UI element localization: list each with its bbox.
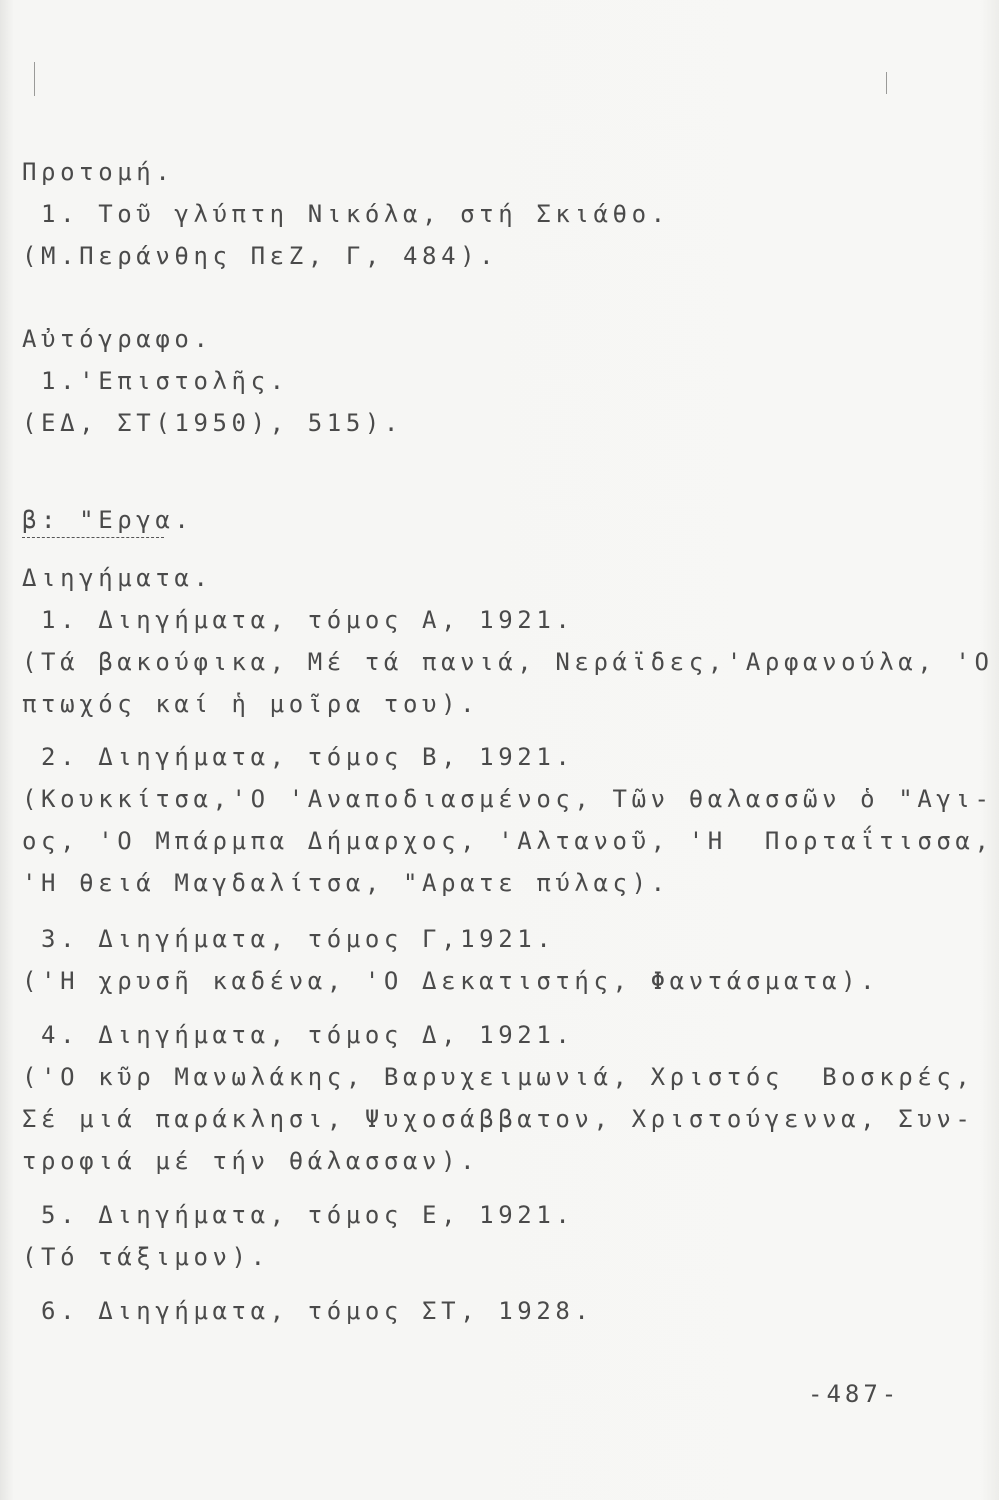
autografo-entry: 1.'Επιστολῆς. xyxy=(22,367,289,395)
volume-5-contents: (Τό τάξιμον). xyxy=(22,1243,270,1271)
heading-autografo: Αὐτόγραφο. xyxy=(22,325,213,353)
volume-4-contents-line-1: ('Ο κῦρ Μανωλάκης, Βαρυχειμωνιά, Χριστός Βοσκρές, xyxy=(22,1063,975,1091)
heading-diigimata: Διηγήματα. xyxy=(22,564,213,592)
volume-4-entry: 4. Διηγήματα, τόμος Δ, 1921. xyxy=(22,1021,575,1049)
scan-mark-right xyxy=(886,72,887,94)
volume-4-contents-line-2: Σέ μιά παράκλησι, Ψυχοσάββατον, Χριστούγεννα, Συν- xyxy=(22,1105,975,1133)
page-number: -487- xyxy=(808,1380,901,1408)
volume-2-contents-line-2: ος, 'Ο Μπάρμπα Δήμαρχος, 'Αλτανοῦ, 'Η Πορταΐτισσα, xyxy=(22,827,994,855)
volume-2-contents-line-1: (Κουκκίτσα,'Ο 'Αναποδιασμένος, Τῶν θαλασσῶν ὁ "Αγι- xyxy=(22,785,994,813)
volume-2-contents-line-3: 'Η θειά Μαγδαλίτσα, "Αρατε πύλας). xyxy=(22,869,670,897)
section-heading-underline xyxy=(22,537,164,538)
heading-protomi: Προτομή. xyxy=(22,158,175,186)
protomi-reference: (Μ.Περάνθης ΠεΖ, Γ, 484). xyxy=(22,242,499,270)
volume-1-contents-line-2: πτωχός καί ἡ μοῖρα του). xyxy=(22,690,480,718)
protomi-entry: 1. Τοῦ γλύπτη Νικόλα, στή Σκιάθο. xyxy=(22,200,670,228)
volume-3-contents: ('Η χρυσῆ καδένα, 'Ο Δεκατιστής, Φαντάσματα). xyxy=(22,967,880,995)
volume-3-entry: 3. Διηγήματα, τόμος Γ,1921. xyxy=(22,925,556,953)
volume-6-entry: 6. Διηγήματα, τόμος ΣΤ, 1928. xyxy=(22,1297,594,1325)
volume-4-contents-line-3: τροφιά μέ τήν θάλασσαν). xyxy=(22,1147,480,1175)
volume-5-entry: 5. Διηγήματα, τόμος Ε, 1921. xyxy=(22,1201,575,1229)
autografo-reference: (ΕΔ, ΣΤ(1950), 515). xyxy=(22,409,403,437)
scan-mark-left xyxy=(34,62,35,96)
volume-1-contents-line-1: (Τά βακούφικα, Μέ τά πανιά, Νεράϊδες,'Αρφανούλα, 'Ο xyxy=(22,648,994,676)
section-heading-erga: β: "Εργα. xyxy=(22,506,194,534)
volume-1-entry: 1. Διηγήματα, τόμος Α, 1921. xyxy=(22,606,575,634)
volume-2-entry: 2. Διηγήματα, τόμος Β, 1921. xyxy=(22,743,575,771)
